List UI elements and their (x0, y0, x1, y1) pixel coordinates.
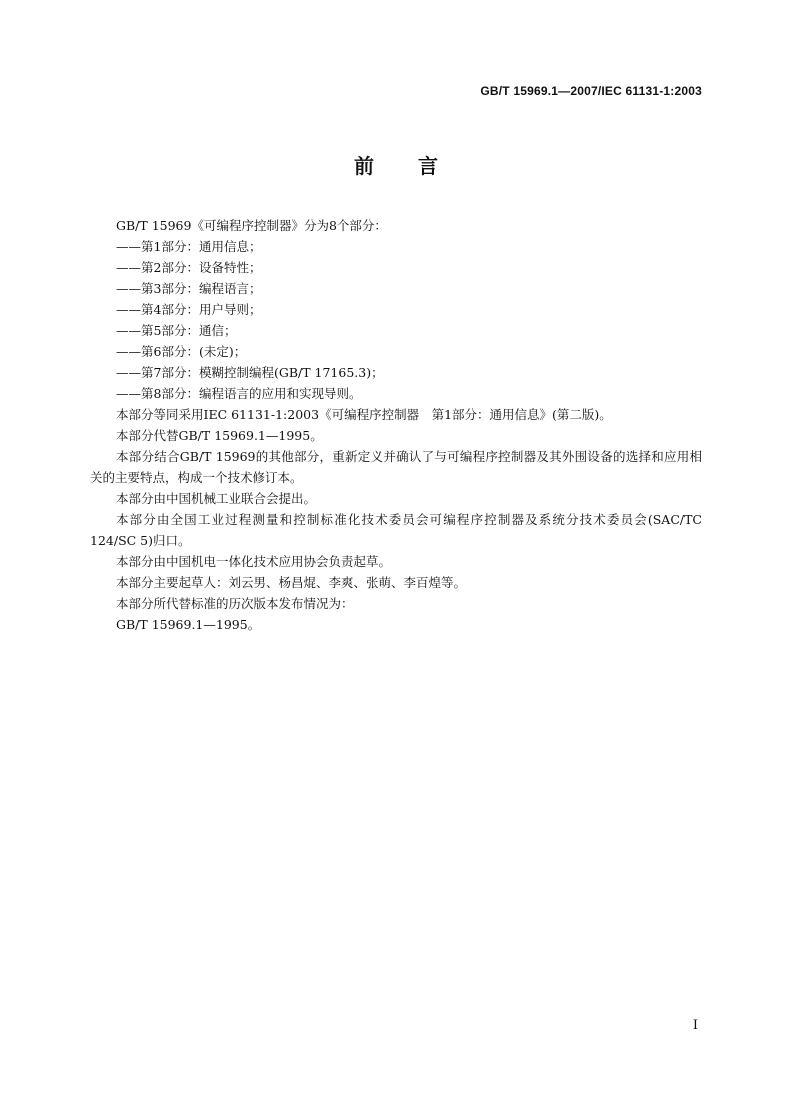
main-drafters-paragraph: 本部分主要起草人：刘云男、杨昌焜、李爽、张萌、李百煌等。 (116, 575, 467, 590)
replaces-paragraph: 本部分代替GB/T 15969.1—1995。 (116, 428, 323, 443)
history-item: GB/T 15969.1—1995。 (116, 617, 261, 632)
part-list-item: ——第6部分：(未定)； (116, 344, 247, 359)
part-list-item: ——第8部分：编程语言的应用和实现导则。 (116, 386, 362, 401)
part-list-item: ——第2部分：设备特性； (116, 260, 262, 275)
part-list-item: ——第4部分：用户导则； (116, 302, 262, 317)
adoption-paragraph: 本部分等同采用IEC 61131-1:2003《可编程序控制器 第1部分：通用信息》(第二版)。 (116, 407, 612, 422)
part-list-item: ——第7部分：模糊控制编程(GB/T 17165.3)； (116, 365, 384, 380)
history-intro-paragraph: 本部分所代替标准的历次版本发布情况为： (116, 596, 354, 611)
jurisdiction-paragraph: 本部分由全国工业过程测量和控制标准化技术委员会可编程序控制器及系统分技术委员会(SAC/TC 124/SC 5)归口。 (90, 512, 702, 548)
page-number: I (692, 1018, 698, 1033)
combination-paragraph: 本部分结合GB/T 15969的其他部分，重新定义并确认了与可编程序控制器及其外围设备的选择和应用相关的主要特点，构成一个技术修订本。 (90, 449, 702, 485)
standard-number-header: GB/T 15969.1—2007/IEC 61131-1:2003 (480, 84, 702, 98)
drafted-by-paragraph: 本部分由中国机电一体化技术应用协会负责起草。 (116, 554, 392, 569)
foreword-body (90, 215, 702, 635)
page-title: 前言 (354, 154, 482, 178)
part-list-item: ——第3部分：编程语言； (116, 281, 262, 296)
part-list-item: ——第5部分：通信； (116, 323, 237, 338)
intro-paragraph: GB/T 15969《可编程序控制器》分为8个部分： (116, 218, 387, 233)
proposed-by-paragraph: 本部分由中国机械工业联合会提出。 (116, 491, 317, 506)
part-list-item: ——第1部分：通用信息； (116, 239, 262, 254)
